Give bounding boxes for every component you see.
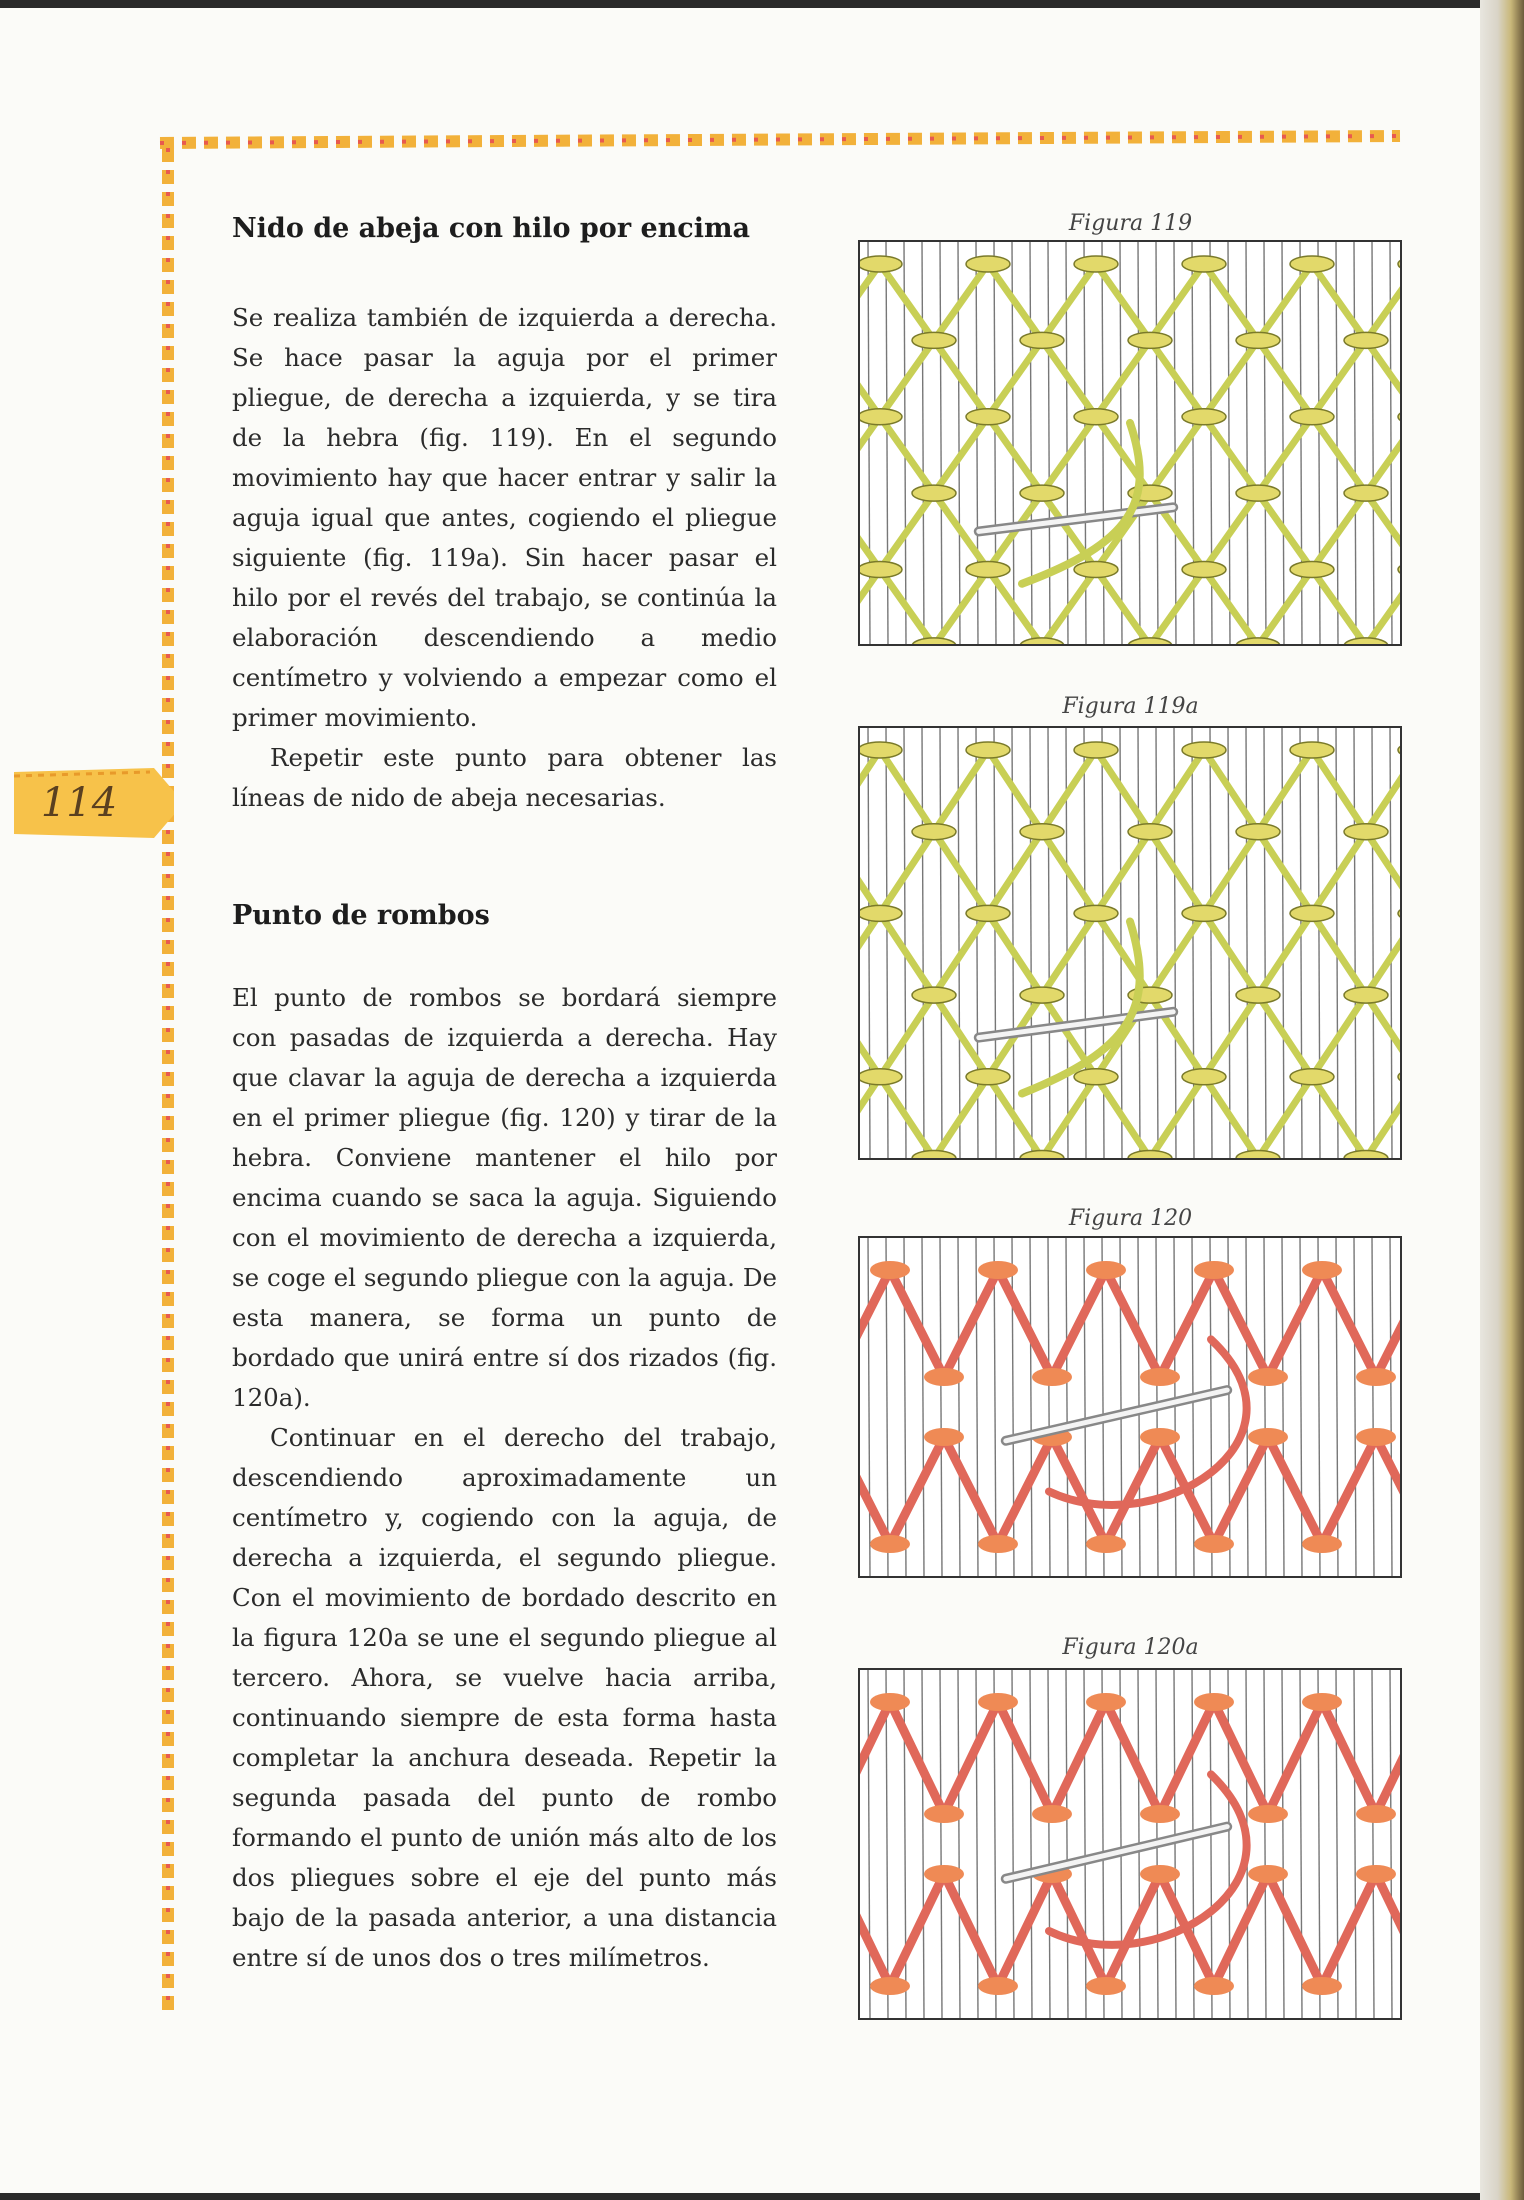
section-heading: Punto de rombos [232, 900, 490, 931]
paragraph: El punto de rombos se bordará siempre con pasadas de izquierda a derecha. Hay que clavar la aguja de derecha a izquierda en el primer pliegue (fig. 120) y tirar de la hebra. Conviene mantener el hilo por encima cuando se saca la aguja. Siguiendo con el movimiento de derecha a izquierda, se coge el segundo pliegue con la aguja. De esta manera, se forma un punto de bordado que unirá entre sí dos rizados (fig. 120a). [232, 983, 777, 1412]
page-number: 114 [40, 780, 118, 826]
smocking-drawing [860, 1670, 1400, 2018]
paragraph: Continuar en el derecho del trabajo, descendiendo aproximadamente un centímetro y, cogiendo con la aguja, de derecha a izquierda, el segundo pliegue. Con el movimiento de bordado descrito en la figura 120a se une el segundo pliegue al tercero. Ahora, se vuelve hacia arriba, continuando siempre de esta forma hasta completar la anchura deseada. Repetir la segunda pasada del punto de rombo formando el punto de unión más alto de los dos pliegues sobre el eje del punto más bajo de la pasada anterior, a una distancia entre sí de unos dos o tres milímetros. [232, 1423, 777, 1972]
paragraph: Se realiza también de izquierda a derecha. Se hace pasar la aguja por el primer pliegue, de derecha a izquierda, y se tira de la hebra (fig. 119). En el segundo movimiento hay que hacer entrar y salir la aguja igual que antes, cogiendo el pliegue siguiente (fig. 119a). Sin hacer pasar el hilo por el revés del trabajo, se continúa la elaboración descendiendo a medio centímetro y volviendo a empezar como el primer movimiento. [232, 303, 777, 732]
page-number-tab [14, 768, 174, 838]
smocking-drawing [860, 1238, 1400, 1576]
smocking-drawing [860, 728, 1400, 1158]
figure-caption: Figura 120a [1062, 1635, 1199, 1660]
section-heading: Nido de abeja con hilo por encima [232, 213, 751, 244]
figure-illustration [858, 1668, 1402, 2020]
book-page [0, 8, 1480, 2193]
paragraph: Repetir este punto para obtener las líneas de nido de abeja necesarias. [232, 743, 777, 812]
book-edge [1480, 0, 1524, 2200]
figure-illustration [858, 726, 1402, 1160]
smocking-drawing [860, 242, 1400, 644]
figure-illustration [858, 240, 1402, 646]
figure-caption: Figura 119 [1068, 211, 1193, 236]
figure-caption: Figura 120 [1068, 1206, 1193, 1231]
figure-illustration [858, 1236, 1402, 1578]
section-body [232, 978, 777, 1978]
section-body [232, 298, 777, 818]
figure-caption: Figura 119a [1062, 694, 1199, 719]
